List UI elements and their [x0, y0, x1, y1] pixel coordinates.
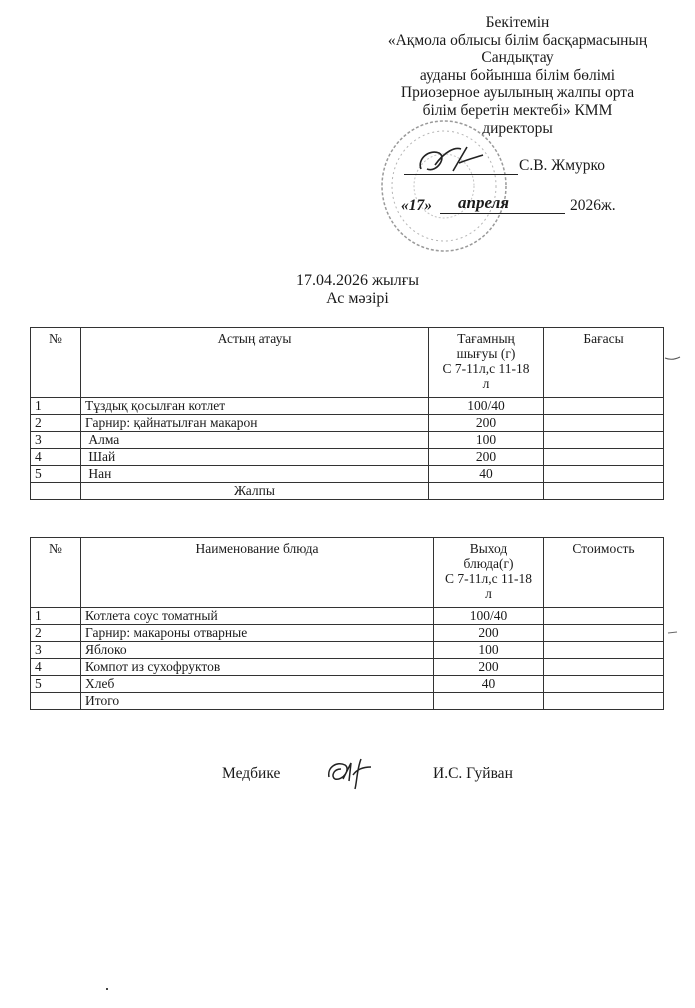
row-number: 2	[31, 415, 81, 432]
table-row	[31, 642, 664, 659]
row-price	[544, 466, 664, 483]
row-dish-name: Гарнир: макароны отварные	[81, 625, 434, 642]
approval-line: Сандықтау	[481, 49, 554, 67]
header-dish-name: Наименование блюда	[81, 538, 434, 608]
row-output: 200	[434, 659, 544, 676]
margin-tick-icon	[667, 630, 681, 636]
row-number: 5	[31, 676, 81, 693]
approval-line: Приозерное ауылының жалпы орта	[400, 84, 635, 102]
row-output: 200	[429, 415, 544, 432]
row-dish-name: Компот из сухофруктов	[81, 659, 434, 676]
table-row	[31, 449, 664, 466]
approval-line: Бекітемін	[485, 14, 550, 31]
total-label: Жалпы	[81, 483, 429, 500]
row-price	[544, 642, 664, 659]
header-output	[434, 538, 544, 608]
row-output: 200	[429, 449, 544, 466]
row-price	[544, 659, 664, 676]
page-title: Ас мәзірі	[326, 290, 389, 307]
row-dish-name: Алма	[81, 432, 429, 449]
director-name: С.В. Жмурко	[519, 157, 605, 174]
table-row	[31, 466, 664, 483]
table-header-row	[31, 538, 664, 608]
approval-line: директоры	[482, 119, 553, 137]
header-output-line: С 7-11л,с 11-18	[444, 571, 533, 586]
table-row	[31, 398, 664, 415]
row-output: 40	[434, 676, 544, 693]
header-output	[429, 328, 544, 398]
row-price	[544, 449, 664, 466]
row-number: 1	[31, 398, 81, 415]
document-date: 17.04.2026 жылғы	[295, 272, 420, 289]
row-output: 100	[429, 432, 544, 449]
table-row	[31, 415, 664, 432]
table-total-row	[31, 483, 664, 500]
approval-date-month: апреля	[458, 193, 510, 212]
nurse-role-label: Медбике	[222, 765, 281, 782]
nurse-name: И.С. Гуйван	[433, 765, 513, 782]
header-dish-name: Астың атауы	[81, 328, 429, 398]
table-row	[31, 676, 664, 693]
margin-tick-icon	[664, 355, 684, 363]
total-label: Итого	[81, 693, 434, 710]
table-row	[31, 432, 664, 449]
row-dish-name: Шай	[81, 449, 429, 466]
header-output-line: блюда(г)	[463, 556, 514, 571]
header-number: №	[31, 538, 81, 608]
row-price	[544, 625, 664, 642]
approval-date-day: «17»	[401, 197, 432, 214]
row-dish-name: Нан	[81, 466, 429, 483]
row-number: 4	[31, 659, 81, 676]
row-price	[544, 676, 664, 693]
table-row	[31, 608, 664, 625]
row-number: 4	[31, 449, 81, 466]
row-output: 200	[434, 625, 544, 642]
row-dish-name: Хлеб	[81, 676, 434, 693]
school-stamp-icon	[378, 117, 510, 255]
director-signature-icon	[415, 143, 485, 177]
row-price	[544, 432, 664, 449]
total-output-cell	[434, 693, 544, 710]
total-number-cell	[31, 483, 81, 500]
row-number: 5	[31, 466, 81, 483]
row-dish-name: Тұздық қосылған котлет	[81, 398, 429, 415]
row-dish-name: Гарнир: қайнатылған макарон	[81, 415, 429, 432]
header-price: Бағасы	[544, 328, 664, 398]
row-number: 2	[31, 625, 81, 642]
row-dish-name: Котлета соус томатный	[81, 608, 434, 625]
row-output: 100/40	[429, 398, 544, 415]
approval-line: ауданы бойынша білім бөлімі	[419, 66, 616, 84]
menu-table-ru	[30, 537, 664, 710]
table-row	[31, 659, 664, 676]
total-output-cell	[429, 483, 544, 500]
total-price-cell	[544, 693, 664, 710]
row-dish-name: Яблоко	[81, 642, 434, 659]
row-number: 3	[31, 432, 81, 449]
total-price-cell	[544, 483, 664, 500]
approval-line: «Ақмола облысы білім басқармасының	[387, 31, 648, 49]
row-price	[544, 415, 664, 432]
row-number: 3	[31, 642, 81, 659]
header-output-line: шығуы (г)	[456, 346, 516, 361]
menu-table-kz	[30, 327, 664, 500]
approval-date-year: 2026ж.	[570, 197, 616, 214]
table-header-row	[31, 328, 664, 398]
nurse-signature-icon	[325, 755, 373, 791]
row-output: 100/40	[434, 608, 544, 625]
row-price	[544, 398, 664, 415]
header-output-line: Выход	[469, 541, 508, 556]
header-number: №	[31, 328, 81, 398]
total-number-cell	[31, 693, 81, 710]
row-output: 40	[429, 466, 544, 483]
scan-speck	[106, 988, 108, 990]
table-row	[31, 625, 664, 642]
header-output-line: Тағамның	[457, 331, 515, 346]
header-output-line: С 7-11л,с 11-18	[442, 361, 530, 376]
row-price	[544, 608, 664, 625]
header-output-line: л	[482, 376, 490, 391]
table-total-row	[31, 693, 664, 710]
header-price: Стоимость	[544, 538, 664, 608]
row-output: 100	[434, 642, 544, 659]
header-output-line: л	[485, 586, 492, 601]
row-number: 1	[31, 608, 81, 625]
approval-line: білім беретін мектебі» КММ	[422, 101, 613, 119]
